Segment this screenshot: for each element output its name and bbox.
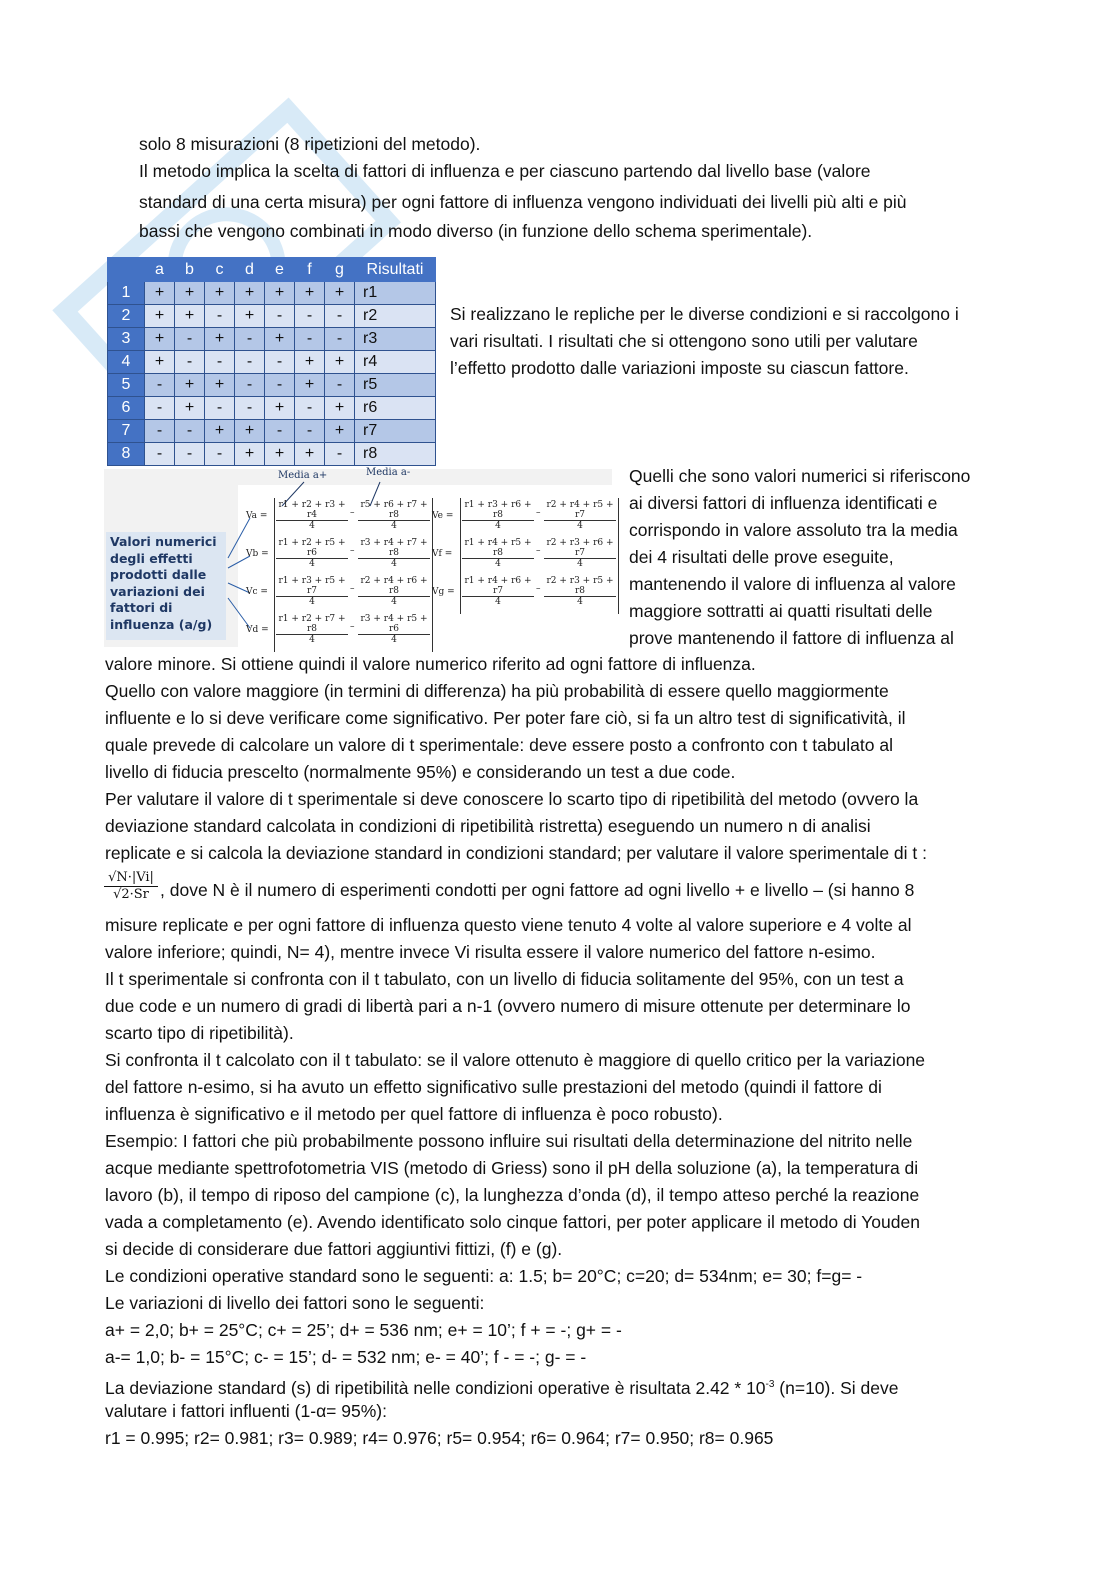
body-line: deviazione standard calcolata in condizioni di ripetibilità ristretta) eseguendo un numero n di analisi bbox=[105, 816, 871, 836]
abs-bar-left bbox=[274, 536, 275, 576]
body-line: a-= 1,0; b- = 15°C; c- = 15’; d- = 532 nm; e- = 40’; f - = -; g- = - bbox=[105, 1347, 587, 1367]
abs-bar-left bbox=[460, 574, 461, 614]
sign-cell: + bbox=[265, 397, 295, 420]
paragraph-line: Il metodo implica la scelta di fattori di influenza e per ciascuno partendo dal livello base (valore bbox=[139, 161, 871, 181]
sign-cell: - bbox=[145, 443, 175, 466]
wrap-text-line: maggiore sottratti ai quatti risultati delle bbox=[629, 601, 933, 621]
table-row bbox=[108, 328, 436, 351]
formula-name: Ve = bbox=[432, 511, 454, 521]
sign-cell: + bbox=[235, 420, 265, 443]
minus-sign: – bbox=[350, 546, 355, 556]
abs-bar-left bbox=[460, 536, 461, 576]
table-header-cell bbox=[108, 258, 145, 282]
sign-cell: - bbox=[235, 397, 265, 420]
abs-bar-right bbox=[432, 612, 433, 652]
formula-minus-fraction bbox=[358, 538, 430, 569]
result-cell: r6 bbox=[355, 397, 436, 420]
formula-minus-fraction bbox=[358, 500, 430, 531]
formula-plus-fraction bbox=[276, 538, 348, 569]
minus-sign: – bbox=[350, 508, 355, 518]
wrap-text-line: corrispondo in valore assoluto tra la media bbox=[629, 520, 958, 540]
body-line: Le variazioni di livello dei fattori sono le seguenti: bbox=[105, 1293, 485, 1313]
row-number: 5 bbox=[108, 374, 145, 397]
result-cell: r7 bbox=[355, 420, 436, 443]
sign-cell: - bbox=[325, 328, 355, 351]
t-formula-text: , dove N è il numero di esperimenti condotti per ogni fattore ad ogni livello + e livello – (si hanno 8 bbox=[160, 880, 915, 900]
formula-denominator: 4 bbox=[577, 521, 583, 531]
formula-plus-fraction bbox=[276, 614, 348, 645]
wrap-text-line: ai diversi fattori di influenza identificati e bbox=[629, 493, 938, 513]
table-header-cell: d bbox=[235, 258, 265, 282]
side-text-line: l’effetto prodotto dalle variazioni imposte su ciascun fattore. bbox=[450, 358, 909, 378]
body-line: vada a completamento (e). Avendo identificato solo cinque fattori, per poter applicare il metodo di Youden bbox=[105, 1212, 920, 1232]
formula-denominator: 4 bbox=[309, 597, 315, 607]
body-line: acque mediante spettrofotometria VIS (metodo di Griess) sono il pH della soluzione (a), la temperatura di bbox=[105, 1158, 919, 1178]
body-line: valore inferiore; quindi, N= 4), mentre invece Vi risulta essere il valore numerico del fattore n-esimo. bbox=[105, 942, 876, 962]
formula-denominator: 4 bbox=[577, 559, 583, 569]
formula-denominator: 4 bbox=[495, 521, 501, 531]
sign-cell: - bbox=[175, 420, 205, 443]
minus-sign: – bbox=[536, 546, 541, 556]
effects-label: Valori numerici degli effetti prodotti dalle variazioni dei fattori di influenza (a/g) bbox=[106, 532, 226, 640]
formula-minus-fraction bbox=[358, 614, 430, 645]
row-number: 4 bbox=[108, 351, 145, 374]
body-line: misure replicate e per ogni fattore di influenza questo viene tenuto 4 volte al valore superiore e 4 volte al bbox=[105, 915, 912, 935]
body-line: lavoro (b), il tempo di riposo del campione (c), la lunghezza d’onda (d), il tempo atteso perché la reazione bbox=[105, 1185, 920, 1205]
sign-cell: - bbox=[265, 305, 295, 328]
sign-cell: - bbox=[175, 351, 205, 374]
formula-minus: r3 + r4 + r7 + r8 bbox=[358, 538, 430, 559]
abs-bar-left bbox=[460, 498, 461, 538]
formula-minus: r2 + r3 + r5 + r8 bbox=[544, 576, 616, 597]
formula-plus-fraction bbox=[276, 576, 348, 607]
formula-plus: r1 + r2 + r7 + r8 bbox=[276, 614, 348, 635]
formula-minus-fraction bbox=[544, 500, 616, 531]
table-header-row bbox=[108, 258, 436, 282]
formula-minus: r5 + r6 + r7 + r8 bbox=[358, 500, 430, 521]
abs-bar-left bbox=[274, 612, 275, 652]
formula-plus-fraction bbox=[462, 576, 534, 607]
formula-plus: r1 + r3 + r6 + r8 bbox=[462, 500, 534, 521]
body-line: scarto tipo di ripetibilità). bbox=[105, 1023, 294, 1043]
sign-cell: - bbox=[145, 397, 175, 420]
result-cell: r5 bbox=[355, 374, 436, 397]
formula-plus: r1 + r4 + r6 + r7 bbox=[462, 576, 534, 597]
formula-denominator: 4 bbox=[309, 559, 315, 569]
formula-denominator: 4 bbox=[391, 559, 397, 569]
table-header-cell: Risultati bbox=[355, 258, 436, 282]
paragraph-line: standard di una certa misura) per ogni fattore di influenza vengono individuati dei livelli più alti e più bbox=[139, 192, 907, 212]
wrap-text-line: dei 4 risultati delle prove eseguite, bbox=[629, 547, 894, 567]
table-header-cell: e bbox=[265, 258, 295, 282]
abs-bar-left bbox=[274, 498, 275, 538]
sign-cell: - bbox=[205, 351, 235, 374]
sign-cell: + bbox=[295, 374, 325, 397]
abs-bar-left bbox=[274, 574, 275, 614]
formula-minus: r2 + r3 + r6 + r7 bbox=[544, 538, 616, 559]
formula-denominator: 4 bbox=[577, 597, 583, 607]
table-row bbox=[108, 282, 436, 305]
formula-minus-fraction bbox=[544, 538, 616, 569]
body-line: a+ = 2,0; b+ = 25°C; c+ = 25’; d+ = 536 nm; e+ = 10’; f + = -; g+ = - bbox=[105, 1320, 622, 1340]
table-row bbox=[108, 397, 436, 420]
sign-cell: + bbox=[295, 351, 325, 374]
formula-minus: r2 + r4 + r6 + r8 bbox=[358, 576, 430, 597]
sd-line-text: La deviazione standard (s) di ripetibilità nelle condizioni operative è risultata 2.42 * 10 bbox=[105, 1377, 766, 1398]
body-line: Le condizioni operative standard sono le seguenti: a: 1.5; b= 20°C; c=20; d= 534nm; e= 30; f=g= - bbox=[105, 1266, 863, 1286]
body-line: influenza è significativo e il metodo per quel fattore di influenza è poco robusto). bbox=[105, 1104, 723, 1124]
table-row bbox=[108, 305, 436, 328]
side-text-line: vari risultati. I risultati che si ottengono sono utili per valutare bbox=[450, 331, 918, 351]
result-cell: r8 bbox=[355, 443, 436, 466]
table-header-cell: g bbox=[325, 258, 355, 282]
body-line: si decide di considerare due fattori aggiuntivi fittizi, (f) e (g). bbox=[105, 1239, 563, 1259]
result-cell: r3 bbox=[355, 328, 436, 351]
row-number: 6 bbox=[108, 397, 145, 420]
sign-cell: - bbox=[205, 305, 235, 328]
results-line: r1 = 0.995; r2= 0.981; r3= 0.989; r4= 0.976; r5= 0.954; r6= 0.964; r7= 0.950; r8= 0.965 bbox=[105, 1428, 774, 1448]
sign-cell: + bbox=[265, 282, 295, 305]
sign-cell: + bbox=[175, 282, 205, 305]
sign-cell: - bbox=[145, 420, 175, 443]
annotation-media-minus: Media a- bbox=[366, 467, 411, 478]
sign-cell: + bbox=[205, 328, 235, 351]
table-header-cell: c bbox=[205, 258, 235, 282]
sign-cell: + bbox=[325, 282, 355, 305]
formula-name: Va = bbox=[246, 511, 268, 521]
formula-denominator: 4 bbox=[309, 521, 315, 531]
formula-plus: r1 + r4 + r5 + r8 bbox=[462, 538, 534, 559]
formula-plus-fraction bbox=[462, 538, 534, 569]
formula-plus-fraction bbox=[276, 500, 348, 531]
sign-cell: + bbox=[235, 282, 265, 305]
row-number: 2 bbox=[108, 305, 145, 328]
formula-minus-fraction bbox=[544, 576, 616, 607]
t-formula-denominator: √2·Sr bbox=[113, 887, 149, 902]
sign-cell: - bbox=[235, 374, 265, 397]
paragraph-line: bassi che vengono combinati in modo diverso (in funzione dello schema sperimentale). bbox=[139, 221, 813, 241]
sign-cell: + bbox=[145, 351, 175, 374]
sign-cell: - bbox=[295, 328, 325, 351]
sign-cell: + bbox=[205, 282, 235, 305]
sign-cell: - bbox=[235, 328, 265, 351]
sign-cell: + bbox=[235, 305, 265, 328]
body-line: Esempio: I fattori che più probabilmente possono influire sui risultati della determinazione del nitrito nelle bbox=[105, 1131, 913, 1151]
formula-minus: r2 + r4 + r5 + r7 bbox=[544, 500, 616, 521]
body-line: livello di fiducia prescelto (normalmente 95%) e considerando un test a due code. bbox=[105, 762, 736, 782]
result-cell: r4 bbox=[355, 351, 436, 374]
formula-name: Vc = bbox=[246, 587, 268, 597]
sign-cell: - bbox=[295, 420, 325, 443]
formula-denominator: 4 bbox=[391, 635, 397, 645]
body-line: Quello con valore maggiore (in termini di differenza) ha più probabilità di essere quello maggiormente bbox=[105, 681, 889, 701]
sign-cell: + bbox=[145, 305, 175, 328]
sign-cell: + bbox=[205, 374, 235, 397]
sign-cell: + bbox=[265, 328, 295, 351]
paragraph-line: solo 8 misurazioni (8 ripetizioni del metodo). bbox=[139, 134, 481, 154]
row-number: 3 bbox=[108, 328, 145, 351]
row-number: 1 bbox=[108, 282, 145, 305]
body-line: valutare i fattori influenti (1-α= 95%): bbox=[105, 1401, 387, 1421]
result-cell: r1 bbox=[355, 282, 436, 305]
sign-cell: - bbox=[295, 305, 325, 328]
sign-cell: - bbox=[235, 351, 265, 374]
side-text-line: Si realizzano le repliche per le diverse condizioni e si raccolgono i bbox=[450, 304, 959, 324]
table-row bbox=[108, 420, 436, 443]
sign-cell: + bbox=[175, 305, 205, 328]
result-cell: r2 bbox=[355, 305, 436, 328]
sign-cell: - bbox=[295, 397, 325, 420]
sign-cell: - bbox=[145, 374, 175, 397]
table-row bbox=[108, 374, 436, 397]
table-row bbox=[108, 443, 436, 466]
sign-cell: + bbox=[325, 420, 355, 443]
sign-cell: - bbox=[325, 305, 355, 328]
minus-sign: – bbox=[350, 622, 355, 632]
sign-cell: + bbox=[175, 374, 205, 397]
sd-line-after: (n=10). Si deve bbox=[774, 1377, 899, 1398]
wrap-text-line: Quelli che sono valori numerici si riferiscono bbox=[629, 466, 971, 486]
sign-cell: - bbox=[265, 420, 295, 443]
body-line: quale prevede di calcolare un valore di t sperimentale: deve essere posto a confronto con t tabulato al bbox=[105, 735, 893, 755]
wrap-text-line: mantenendo il valore di influenza al valore bbox=[629, 574, 956, 594]
body-line: influente e lo si deve verificare come significativo. Per poter fare ciò, si fa un altro test di significatività, il bbox=[105, 708, 906, 728]
minus-sign: – bbox=[350, 584, 355, 594]
sign-cell: - bbox=[265, 351, 295, 374]
sign-cell: + bbox=[205, 420, 235, 443]
abs-bar-right bbox=[618, 536, 619, 576]
sign-cell: + bbox=[295, 282, 325, 305]
table-header-cell: a bbox=[145, 258, 175, 282]
sign-cell: - bbox=[325, 443, 355, 466]
row-number: 7 bbox=[108, 420, 145, 443]
formula-name: Vg = bbox=[432, 587, 455, 597]
sign-cell: - bbox=[325, 374, 355, 397]
sign-cell: + bbox=[295, 443, 325, 466]
sign-cell: + bbox=[175, 397, 205, 420]
formula-name: Vb = bbox=[246, 549, 269, 559]
formula-denominator: 4 bbox=[391, 521, 397, 531]
abs-bar-right bbox=[618, 498, 619, 538]
table-header-cell: f bbox=[295, 258, 325, 282]
sign-cell: + bbox=[325, 351, 355, 374]
annotation-media-plus: Media a+ bbox=[278, 470, 328, 481]
sign-cell: + bbox=[145, 282, 175, 305]
body-line: replicate e si calcola la deviazione standard in condizioni standard; per valutare il valore sperimentale di t : bbox=[105, 843, 927, 863]
youden-design-table bbox=[107, 257, 436, 466]
sign-cell: + bbox=[325, 397, 355, 420]
formula-name: Vd = bbox=[246, 625, 269, 635]
minus-sign: – bbox=[536, 584, 541, 594]
t-formula bbox=[104, 870, 158, 902]
formula-denominator: 4 bbox=[495, 597, 501, 607]
body-line: Il t sperimentale si confronta con il t tabulato, con un livello di fiducia solitamente del 95%, con un test a bbox=[105, 969, 904, 989]
table-row bbox=[108, 351, 436, 374]
body-line: Si confronta il t calcolato con il t tabulato: se il valore ottenuto è maggiore di quello critico per la variazione bbox=[105, 1050, 926, 1070]
sd-line-exponent: -3 bbox=[765, 1379, 775, 1390]
minus-sign: – bbox=[536, 508, 541, 518]
abs-bar-right bbox=[618, 574, 619, 614]
formula-plus-fraction bbox=[462, 500, 534, 531]
formula-denominator: 4 bbox=[391, 597, 397, 607]
formula-denominator: 4 bbox=[309, 635, 315, 645]
sign-cell: + bbox=[265, 443, 295, 466]
formula-plus: r1 + r3 + r5 + r7 bbox=[276, 576, 348, 597]
formula-denominator: 4 bbox=[495, 559, 501, 569]
t-formula-numerator: √N·|Vi| bbox=[104, 870, 158, 887]
body-line: valore minore. Si ottiene quindi il valore numerico riferito ad ogni fattore di influenza. bbox=[105, 654, 756, 674]
body-line: del fattore n-esimo, si ha avuto un effetto significativo sulle prestazioni del metodo (quindi il fattore di bbox=[105, 1077, 882, 1097]
sign-cell: - bbox=[265, 374, 295, 397]
formula-name: Vf = bbox=[432, 549, 453, 559]
row-number: 8 bbox=[108, 443, 145, 466]
formula-plus: r1 + r2 + r5 + r6 bbox=[276, 538, 348, 559]
sign-cell: - bbox=[205, 397, 235, 420]
formula-minus-fraction bbox=[358, 576, 430, 607]
table-header-cell: b bbox=[175, 258, 205, 282]
formula-plus: r1 + r2 + r3 + r4 bbox=[276, 500, 348, 521]
sign-cell: - bbox=[175, 328, 205, 351]
wrap-text-line: prove mantenendo il fattore di influenza al bbox=[629, 628, 954, 648]
formula-minus: r3 + r4 + r5 + r6 bbox=[358, 614, 430, 635]
body-line: Per valutare il valore di t sperimentale si deve conoscere lo scarto tipo di ripetibilità del metodo (ovvero la bbox=[105, 789, 919, 809]
sign-cell: - bbox=[175, 443, 205, 466]
sign-cell: + bbox=[145, 328, 175, 351]
sign-cell: + bbox=[235, 443, 265, 466]
sign-cell: - bbox=[205, 443, 235, 466]
body-line: due code e un numero di gradi di libertà pari a n-1 (ovvero numero di misure ottenute per determinare lo bbox=[105, 996, 911, 1016]
